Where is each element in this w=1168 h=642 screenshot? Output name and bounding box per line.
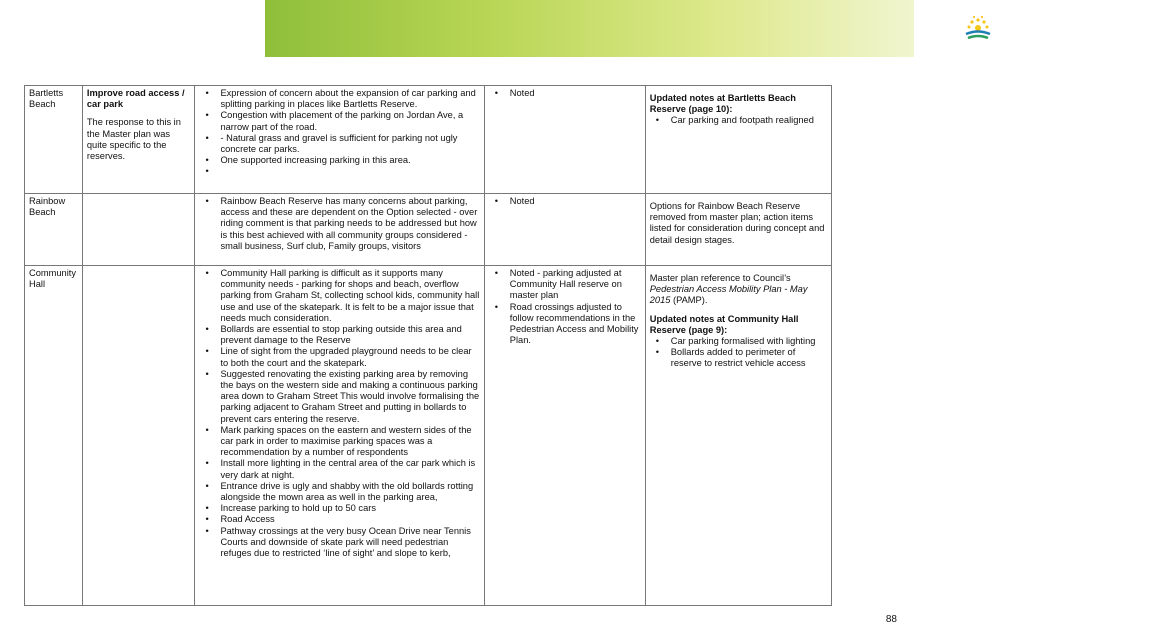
topic-cell (82, 266, 195, 606)
comments-cell (195, 266, 484, 606)
comments-cell (195, 194, 484, 266)
list-item: • Road crossings adjusted to follow recommendations in the Pedestrian Access and Mobility Plan. (510, 302, 641, 347)
list-item: • Congestion with placement of the parking on Jordan Ave, a narrow part of the road. (220, 110, 479, 132)
table-row (25, 266, 832, 606)
topic-cell (82, 194, 195, 266)
outcome-ref-pre: Master plan reference to Council’s (649, 273, 791, 283)
list-item: • Pathway crossings at the very busy Ocean Drive near Tennis Courts and downside of skate park will need pedestrian refuges due to restricted ‘line of sight’ and slope to kerb, (220, 526, 479, 560)
topic-title: Improve road access / car park (86, 88, 185, 110)
org-name: PORT MACQUARIE-HASTINGS (999, 18, 1168, 30)
outcome-cell (645, 86, 831, 194)
comments-cell (195, 86, 484, 194)
outcome-cell (645, 266, 831, 606)
response-cell (484, 86, 645, 194)
response-cell (484, 194, 645, 266)
list-item: • Car parking and footpath realigned (671, 115, 827, 126)
location-cell: Community Hall (25, 266, 83, 606)
list-item: • Road Access (220, 514, 479, 525)
topic-note: The response to this in the Master plan was quite specific to the reserves. (86, 117, 181, 162)
list-item: • Suggested renovating the existing parking area by removing the bays on the western side and making a continuous parking area down to Graham Street This would involve formalising the parking adjacent to Graham Street and putting in bollards to prevent cars entering the reserve. (220, 369, 479, 425)
consultation-table (24, 85, 832, 606)
topic-cell (82, 86, 195, 194)
list-item: • Line of sight from the upgraded playground needs to be clear to both the court and the skatepark. (220, 346, 479, 368)
response-cell (484, 266, 645, 606)
list-item: • Bollards added to perimeter of reserve to restrict vehicle access (671, 347, 827, 369)
list-item: • Mark parking spaces on the eastern and western sides of the car park in order to maximise parking spaces was a recommendation by a number of respondents (220, 425, 479, 459)
outcome-heading: Updated notes at Community Hall Reserve (page 9): (649, 313, 799, 335)
org-sub: COUNCIL (1039, 31, 1085, 37)
list-item: • Noted (510, 88, 641, 99)
list-item: • Expression of concern about the expansion of car parking and splitting parking in places like Bartletts Reserve. (220, 88, 479, 110)
council-logo (963, 15, 1168, 41)
list-item: • Entrance drive is ugly and shabby with the old bollards rotting alongside the mown area as well in the parking area, (220, 481, 479, 503)
list-item: • Noted (510, 196, 641, 207)
table-row (25, 86, 832, 194)
list-item: • Noted - parking adjusted at Community Hall reserve on master plan (510, 268, 641, 302)
list-item: • Bollards are essential to stop parking outside this area and prevent damage to the Reserve (220, 324, 479, 346)
sunrise-icon (963, 15, 993, 41)
list-item: • Install more lighting in the central area of the car park which is very dark at night. (220, 458, 479, 480)
page-number: 88 (885, 614, 897, 625)
outcome-reference (650, 273, 827, 307)
table-row (25, 194, 832, 266)
outcome-ref-post: (PAMP). (670, 295, 708, 306)
header-banner (265, 0, 1168, 57)
list-item: • - Natural grass and gravel is sufficient for parking not ugly concrete car parks. (220, 133, 479, 155)
list-item: • Rainbow Beach Reserve has many concerns about parking, access and these are dependent on the Option selected - over riding comment is that parking needs to be addressed but how is this best achieved with all community groups considered - small business, Surf club, Family groups, visitors (220, 196, 479, 252)
pamp-title: Pedestrian Access Mobility Plan - May 2015 (649, 284, 808, 306)
outcome-cell (645, 194, 831, 266)
list-item: • Increase parking to hold up to 50 cars (220, 503, 479, 514)
list-item: • Car parking formalised with lighting (671, 336, 827, 347)
outcome-heading: Updated notes at Bartletts Beach Reserve (page 10): (649, 93, 796, 115)
list-item: • One supported increasing parking in this area. (220, 155, 479, 166)
location-cell: Bartletts Beach (25, 86, 83, 194)
location-cell: Rainbow Beach (25, 194, 83, 266)
list-item-empty (220, 166, 479, 177)
outcome-text: Options for Rainbow Beach Reserve removed from master plan; action items listed for consideration during concept and detail design stages. (649, 201, 825, 245)
list-item: • Community Hall parking is difficult as it supports many community needs - parking for shops and beach, overflow parking from Graham St, collecting school kids, community hall use and use of the skatepark. It is felt to be a major issue that needs much consideration. (220, 268, 479, 324)
